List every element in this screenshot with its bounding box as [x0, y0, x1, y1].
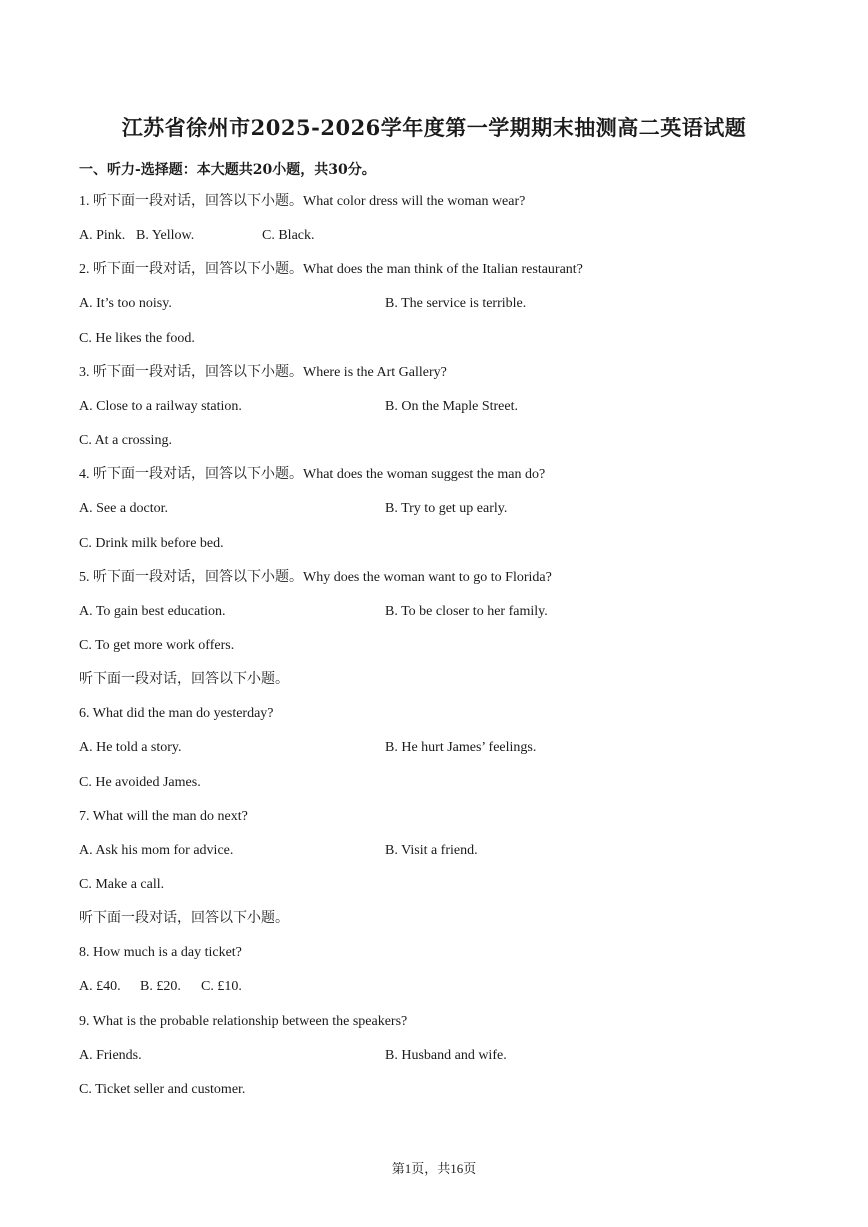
option-a: A. It’s too noisy. [79, 296, 172, 311]
page-footer: 第1页，共16页 [391, 1161, 477, 1176]
question-text: 6. What did the man do yesterday? [79, 706, 274, 721]
question-text: 9. What is the probable relationship between the speakers? [79, 1014, 408, 1029]
option-c: C. Drink milk before bed. [79, 536, 224, 551]
option-b: B. Yellow. [136, 228, 195, 243]
option-a: A. He told a story. [79, 740, 182, 755]
question-text: 3. 听下面一段对话，回答以下小题。Where is the Art Gallery? [79, 365, 447, 380]
question-text: 听下面一段对话，回答以下小题。 [79, 672, 289, 687]
option-b: B. He hurt James’ feelings. [385, 740, 537, 755]
question-text: 1. 听下面一段对话，回答以下小题。What color dress will the woman wear? [79, 194, 526, 209]
option-c: C. Ticket seller and customer. [79, 1082, 246, 1097]
option-c: C. He likes the food. [79, 331, 195, 346]
option-c: C. £10. [201, 979, 242, 994]
option-b: B. The service is terrible. [385, 296, 527, 311]
option-b: B. On the Maple Street. [385, 399, 518, 414]
option-b: B. £20. [140, 979, 181, 994]
option-a: A. To gain best education. [79, 604, 226, 619]
option-c: C. He avoided James. [79, 775, 201, 790]
question-text: 4. 听下面一段对话，回答以下小题。What does the woman suggest the man do? [79, 467, 546, 482]
option-a: A. £40. [79, 979, 121, 994]
option-c: C. Make a call. [79, 877, 165, 892]
option-b: B. Visit a friend. [385, 843, 478, 858]
option-c: C. At a crossing. [79, 433, 172, 448]
option-c: C. To get more work offers. [79, 638, 235, 653]
question-text: 2. 听下面一段对话，回答以下小题。What does the man think of the Italian restaurant? [79, 262, 583, 277]
option-a: A. Pink. [79, 228, 126, 243]
section-heading: 一、听力-选择题：本大题共20小题，共30分。 [79, 162, 376, 178]
exam-title: 江苏省徐州市2025-2026学年度第一学期期末抽测高二英语试题 [121, 115, 747, 140]
question-text: 7. What will the man do next? [79, 809, 248, 824]
question-text: 听下面一段对话，回答以下小题。 [79, 911, 289, 926]
option-b: B. Husband and wife. [385, 1048, 507, 1063]
option-b: B. Try to get up early. [385, 501, 508, 516]
option-a: A. Close to a railway station. [79, 399, 242, 414]
question-text: 8. How much is a day ticket? [79, 945, 242, 960]
option-c: C. Black. [262, 228, 315, 243]
option-a: A. Friends. [79, 1048, 142, 1063]
option-a: A. Ask his mom for advice. [79, 843, 234, 858]
question-text: 5. 听下面一段对话，回答以下小题。Why does the woman want to go to Florida? [79, 570, 552, 585]
option-a: A. See a doctor. [79, 501, 169, 516]
option-b: B. To be closer to her family. [385, 604, 548, 619]
